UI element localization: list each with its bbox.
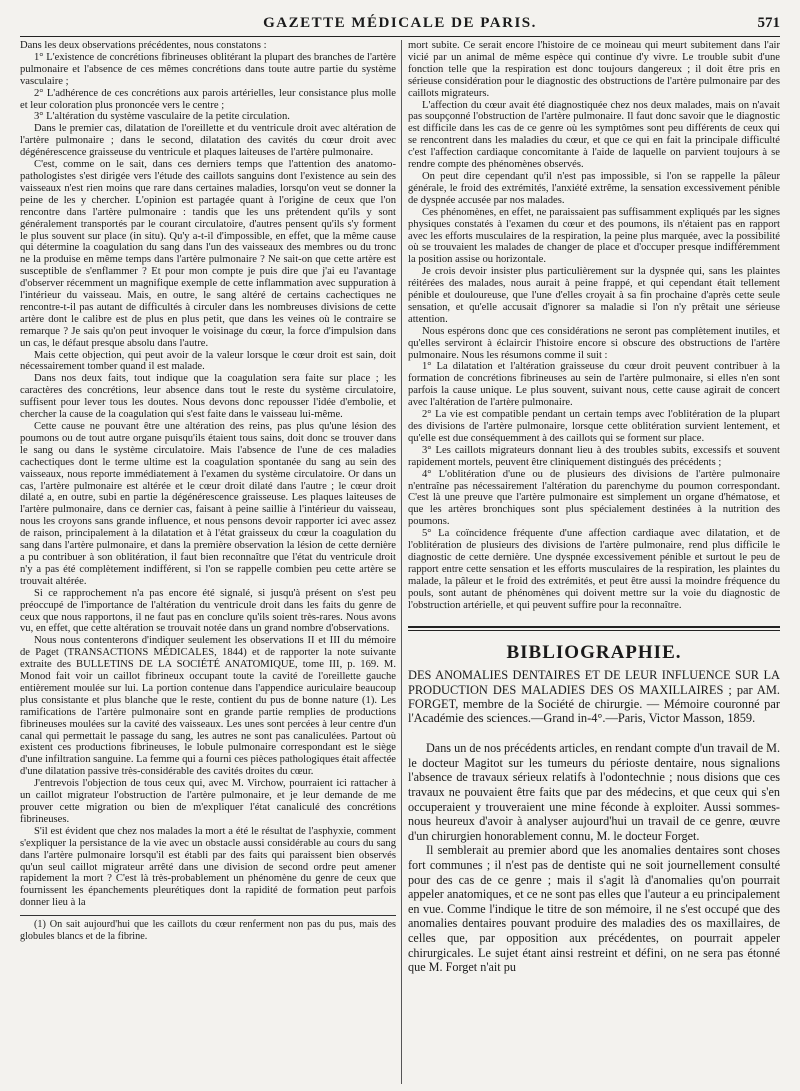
journal-title: GAZETTE MÉDICALE DE PARIS. [263, 15, 537, 31]
paragraph: Nous espérons donc que ces considérations ne seront pas complètement inutiles, et qu'elles serviront à éclaircir l'histoire encore si obscure des obstructions de l'artère pulmonaire. Nous les résumons comme il suit : [408, 325, 780, 361]
paragraph: 3° Les caillots migrateurs donnant lieu à des troubles subits, excessifs et souvent rapidement mortels, peuvent être cliniquement distingués des précédents ; [408, 444, 780, 468]
left-column [20, 40, 396, 1084]
section-separator [408, 626, 780, 631]
paragraph: Dans nos deux faits, tout indique que la coagulation sera faite sur place ; les caractères des concrétions, leur absence dans tout le reste du système circulatoire, suffisent pour lever tous les doutes. Nous devons donc repousser l'idée d'embolie, et chercher la cause de la coagulation qui s'est faite dans le vaisseau lui-même. [20, 373, 396, 421]
paragraph: Nous nous contenterons d'indiquer seulement les observations II et III du mémoire de Paget (TRANSACTIONS MÉDICALES, 1844) et de rapporter la note suivante extraite des BULLETINS DE LA SOCIÉTÉ ANATOMIQUE, tome III, p. 169. M. Monod fait voir un caillot fibrineux occupant toute la cavité de l'oreillette gauche entièrement moulée sur lui. La portion contenue dans l'appendice auriculaire beaucoup plus consistante et plus blanche que le reste, contient du pus de bonne nature (1). Les ramifications de l'artère pulmonaire sont en grande partie remplies de productions fibrineuses moulées sur la cavité des vaisseaux. Les unes sont percées à leur centre d'un canal qui permettait le passage du sang, les autres ne sont pas canaliculées. Partout où existent ces productions fibrineuses, le lobule pulmonaire correspondant est le siège d'une infiltration sanguine. La femme qui a fourni ces pièces pathologiques était affectée d'une dilatation passive très-considérable des cavités droites du cœur. [20, 635, 396, 778]
paragraph: C'est, comme on le sait, dans ces derniers temps que l'attention des anatomo-pathologistes s'est dirigée vers l'étude des caillots sanguins dont l'existence au sein des vaisseaux n'est rien moins que rare dans certaines maladies, lorsqu'on veut se donner la peine de les y chercher. L'opinion est partagée quant à l'origine de ceux que l'on rencontre dans l'artère pulmonaire : tandis que les uns prétendent qu'ils y sont généralement transportés par le courant circulatoire, d'autres pensent qu'ils s'y forment le plus souvent sur place (in situ). Qu'y a-t-il d'impossible, en effet, que la même cause qui détermine la coagulation du sang dans l'un des vaisseaux des membres ou du tronc ne la produise en même temps dans l'artère pulmonaire ? Ne sait-on que cette artère est susceptible de s'enflammer ? Et pour mon compte je puis dire que j'ai eu l'avantage d'observer récemment un magnifique exemple de cette inflammation avec suppuration à l'intérieur du vaisseau. Mais, en outre, le sang altéré de certains cachectiques ne rencontre-t-il pas autant de difficultés à circuler dans les nombreuses divisions de cette artère dont le calibre est de plus en plus petit, que dans les veines où le contraire se remarque ? Je sais qu'on peut invoquer le voisinage du cœur, la force d'impulsion dans un cas, le défaut presque absolu dans l'autre. [20, 159, 396, 349]
column-divider [401, 40, 402, 1084]
paragraph: L'affection du cœur avait été diagnostiquée chez nos deux malades, mais on n'avait pas soupçonné l'obstruction de l'artère pulmonaire. Il faut donc savoir que le diagnostic est difficile dans les cas de ce genre où les symptômes sont peu différents de ceux qui se rencontrent dans les maladies du cœur, et que ce qui en fait la principale difficulté c'est l'affection cardiaque concomitante à l'aide de laquelle on parvient toujours à se rendre compte des phénomènes observés. [408, 99, 780, 171]
paragraph: J'entrevois l'objection de tous ceux qui, avec M. Virchow, pourraient ici rattacher à un caillot migrateur l'obstruction de l'artère pulmonaire, et je leur demande de me prouver cette migration ou bien de m'expliquer l'état canaliculé des concrétions fibrineuses. [20, 778, 396, 825]
paragraph: Si ce rapprochement n'a pas encore été signalé, si jusqu'à présent on s'est peu préoccupé de l'importance de l'altération du ventricule droit dans les faits du genre de ceux que nous rapportons, il ne faut pas en conclure qu'ils soient très-rares. Nous avons vu, en effet, que cette altération se trouvait notée dans un grand nombre d'observations. [20, 587, 396, 635]
paragraph: S'il est évident que chez nos malades la mort a été le résultat de l'asphyxie, comment s'expliquer la persistance de la vie avec un obstacle aussi considérable au cours du sang dans l'artère pulmonaire lorsqu'il est établi par des faits qui paraissent bien observés qu'un seul caillot migrateur arrêté dans une division de second ordre peut amener rapidement la mort ? C'est là très-probablement un phénomène du genre de ceux que fournissent les épanchements pleurétiques dont la rapidité de formation peut parfois donner lieu à la [20, 825, 396, 909]
page-header [20, 10, 780, 37]
bibliography-reference [408, 668, 780, 725]
paragraph: Dans les deux observations précédentes, nous constatons : [20, 40, 267, 51]
paragraph: mort subite. Ce serait encore l'histoire de ce moineau qui meurt subitement dans l'air vicié par un animal de même espèce qui continue d'y vivre. Le trouble subit d'une fonction telle que la respiration est donc toujours dangereux ; il doit être pris en sérieuse considération pour le diagnostic des obstructions de l'artère pulmonaire par des caillots migrateurs. [408, 40, 780, 99]
paragraph: Je crois devoir insister plus particulièrement sur la dyspnée qui, sans les plaintes réitérées des malades, nous aurait à peine frappé, et qui cependant était tellement pénible et douloureuse, que l'une d'elles croyait à sa fin prochaine d'après cette seule sensation, et qu'elle accusait d'ignorer sa maladie si l'on n'y prêtait une sérieuse attention. [408, 266, 780, 325]
footnote: (1) On sait aujourd'hui que les caillots du cœur renferment non pas du pus, mais des globules blancs et de la fibrine. [20, 919, 396, 942]
paragraph: Dans le premier cas, dilatation de l'oreillette et du ventricule droit avec altération de l'artère pulmonaire ; dans le second, dilatation des cavités du cœur droit avec dégénérescence graisseuse du ventricule et plaques laiteuses de l'artère pulmonaire. [20, 123, 396, 159]
bibliography-heading: BIBLIOGRAPHIE. [506, 641, 682, 663]
paragraph: On peut dire cependant qu'il n'est pas impossible, si l'on se rappelle la pâleur générale, le froid des extrémités, l'anxiété extrême, la sensation excessivement pénible de dyspnée accusée par nos malades. [408, 170, 780, 206]
paragraph: 1° L'existence de concrétions fibrineuses oblitérant la plupart des branches de l'artère pulmonaire et l'absence de ces mêmes concrétions dans toute autre partie du système vasculaire ; [20, 51, 396, 87]
right-column [408, 40, 780, 1084]
paragraph: 1° La dilatation et l'altération graisseuse du cœur droit peuvent contribuer à la formation de concrétions fibrineuses au sein de l'artère pulmonaire, si elles n'en sont parfois la cause unique. Le plus souvent, suivant nous, cette cause agirait de concert avec l'altération de l'artère pulmonaire. [408, 361, 780, 409]
paragraph: Dans un de nos précédents articles, en rendant compte d'un travail de M. le docteur Magitot sur les tumeurs du périoste dentaire, nous signalions l'absence de travaux sérieux relatifs à l'odontechnie ; nous disions que ces travaux ne pouvaient être faits que par des médecins, et que ceux qui s'en occuperaient y trouveraient une mine féconde à exploiter. Aussi sommes-nous heureux d'avoir à analyser aujourd'hui un travail de ce genre, œuvre d'un chirurgien honorablement connu, M. le docteur Forget. [408, 741, 780, 843]
reference-title: DES ANOMALIES DENTAIRES ET DE LEUR INFLUENCE SUR LA PRODUCTION DES MALADIES DES OS MAXILLAIRES ; [408, 668, 780, 697]
paragraph: Il semblerait au premier abord que les anomalies dentaires sont choses fort communes ; il n'est pas de dentiste qui ne soit journellement consulté pour des cas de ce genre ; mais il s'agit là d'anomalies qu'on pourrait appeler anatomiques, et ce ne sont pas elles que l'auteur a eu principalement en vue. Comme l'indique le titre de son mémoire, il ne s'est occupé que des anomalies dentaires pouvant produire des maladies des os maxillaires, de celles que, par opposition aux précédentes, on pourrait appeler chirurgicales. Le sujet étant ainsi restreint et défini, on ne sera pas étonné que M. Forget n'ait pu [408, 843, 780, 975]
page-number: 571 [757, 15, 780, 31]
paragraph: 4° L'oblitération d'une ou de plusieurs des divisions de l'artère pulmonaire n'entraîne pas nécessairement l'altération du parenchyme du poumon correspondant. C'est là une preuve que l'artère pulmonaire est simplement un organe d'hématose, et que les artères bronchiques sont plus spécialement destinées à la nutrition des poumons. [408, 468, 780, 528]
paragraph: Cette cause ne pouvant être une altération des reins, pas plus qu'une lésion des poumons ou de tout autre organe puisqu'ils étaient tous sains, doit donc se trouver dans le sang ou dans le système circulatoire. Mais l'absence de l'une de ces maladies cachectiques dont le terme ultime est la coagulation spontanée du sang au sein des vaisseaux, nous reporte immédiatement à l'examen du système circulatoire. Or dans un cas, l'artère pulmonaire est altérée et le cœur droit dilaté dans l'autre ; le cœur droit dilaté a, en outre, subi en partie la dégénérescence graisseuse. Les plaques laiteuses de l'artère pulmonaire, dans ce dernier cas, faisant à peine saillie à l'intérieur du vaisseau, nous les croyons sans grande influence, et nous pensons devoir rapporter ici avec assez de raison, principalement à la dilatation et à l'état graisseux du cœur la coagulation du sang dans l'artère pulmonaire, et dans la première observation la lésion de cette dernière a pu contribuer à son oblitération, il faut bien reconnaître que l'état du ventricule droit n'y a pas été complètement indifférent, si l'on se rappelle combien peu cette artère se trouvait altérée. [20, 421, 396, 587]
bibliography-body [408, 741, 780, 975]
paragraph: 3° L'altération du système vasculaire de la petite circulation. [34, 111, 290, 123]
paragraph: Ces phénomènes, en effet, ne paraissaient pas suffisamment expliqués par les signes physiques constatés à l'examen du cœur et des poumons, ils n'étaient pas en rapport avec les efforts musculaires de la respiration, la peine plus marquée, avec la possibilité où se trouvaient les malades de changer de place et d'occuper presque indifféremment la position assise ou horizontale. [408, 206, 780, 266]
paragraph: 5° La coïncidence fréquente d'une affection cardiaque avec dilatation, et de l'oblitération de plusieurs des divisions de l'artère pulmonaire, rend plus difficile le diagnostic de cette dernière. Une dyspnée excessivement pénible et surtout le peu de rapport entre cette sensation et les efforts musculaires de la respiration, les plaintes du malade, la pâleur et le froid des extrémités, et peut être aussi la moindre fréquence du pouls, sont autant de phénomènes qui doivent mettre sur la voie du diagnostic de l'obstruction artérielle, et qui peuvent suffire pour la reconnaître. [408, 528, 780, 611]
reference-details: par AM. FORGET, membre de la Société de chirurgie. — Mémoire couronné par l'Académie des sciences.—Grand in-4°.—Paris, Victor Masson, 1859. [408, 682, 780, 726]
paragraph: 2° L'adhérence de ces concrétions aux parois artérielles, leur consistance plus molle et leur coloration plus prononcée vers le centre ; [20, 87, 396, 111]
paragraph: Mais cette objection, qui peut avoir de la valeur lorsque le cœur droit est sain, doit nécessairement tomber quand il est malade. [20, 349, 396, 373]
footnote-rule [20, 915, 396, 916]
paragraph: 2° La vie est compatible pendant un certain temps avec l'oblitération de la plupart des divisions de l'artère pulmonaire, lorsque cette oblitération survient lentement, et qu'elle est due conséquemment à des caillots qui se forment sur place. [408, 409, 780, 444]
